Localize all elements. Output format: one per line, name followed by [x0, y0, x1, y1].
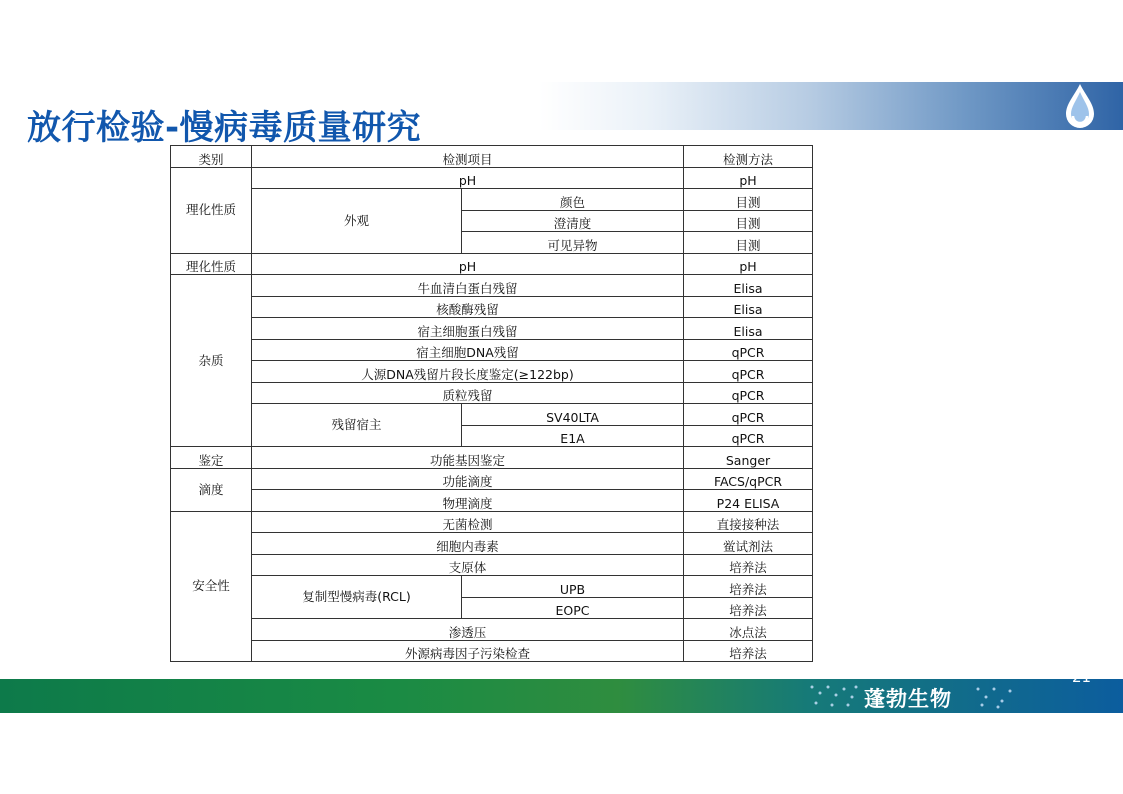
- item-cell: 澄清度: [462, 210, 684, 232]
- method-cell: 培养法: [684, 554, 813, 576]
- footer-gradient-band: [0, 679, 1123, 713]
- water-drop-icon: [1058, 80, 1102, 132]
- table-row: [171, 554, 813, 576]
- subgroup-cell: 残留宿主: [252, 404, 462, 447]
- method-cell: qPCR: [684, 361, 813, 383]
- table-row: [171, 275, 813, 297]
- table-row: [171, 339, 813, 361]
- method-cell: 培养法: [684, 597, 813, 619]
- item-cell: pH: [252, 167, 684, 189]
- table-row: [171, 189, 813, 211]
- method-cell: FACS/qPCR: [684, 468, 813, 490]
- item-cell: 宿主细胞蛋白残留: [252, 318, 684, 340]
- method-cell: P24 ELISA: [684, 490, 813, 512]
- table-header-row: [171, 146, 813, 168]
- item-cell: 质粒残留: [252, 382, 684, 404]
- category-cell: 理化性质: [171, 167, 252, 253]
- method-cell: 目测: [684, 210, 813, 232]
- item-cell: 无菌检测: [252, 511, 684, 533]
- subgroup-cell: 外观: [252, 189, 462, 254]
- item-cell: E1A: [462, 425, 684, 447]
- item-cell: 人源DNA残留片段长度鉴定(≥122bp): [252, 361, 684, 383]
- table-row: [171, 490, 813, 512]
- item-cell: UPB: [462, 576, 684, 598]
- category-cell: 鉴定: [171, 447, 252, 469]
- dot-pattern-decoration: [972, 681, 1016, 711]
- table-row: [171, 296, 813, 318]
- table-row: [171, 640, 813, 662]
- category-cell: 杂质: [171, 275, 252, 447]
- table-row: [171, 619, 813, 641]
- item-cell: 牛血清白蛋白残留: [252, 275, 684, 297]
- method-cell: Elisa: [684, 296, 813, 318]
- method-cell: pH: [684, 167, 813, 189]
- header-category: 类别: [171, 146, 252, 168]
- item-cell: 物理滴度: [252, 490, 684, 512]
- header-method: 检测方法: [684, 146, 813, 168]
- item-cell: 支原体: [252, 554, 684, 576]
- item-cell: 功能滴度: [252, 468, 684, 490]
- subgroup-cell: 复制型慢病毒(RCL): [252, 576, 462, 619]
- method-cell: qPCR: [684, 339, 813, 361]
- method-cell: qPCR: [684, 425, 813, 447]
- table-row: [171, 404, 813, 426]
- item-cell: 外源病毒因子污染检查: [252, 640, 684, 662]
- header-item: 检测项目: [252, 146, 684, 168]
- method-cell: 培养法: [684, 640, 813, 662]
- page-number: 21: [1072, 668, 1092, 686]
- table-row: [171, 447, 813, 469]
- category-cell: 滴度: [171, 468, 252, 511]
- item-cell: 颜色: [462, 189, 684, 211]
- method-cell: 直接接种法: [684, 511, 813, 533]
- category-cell: 安全性: [171, 511, 252, 662]
- item-cell: pH: [252, 253, 684, 275]
- quality-test-table: [170, 145, 813, 662]
- method-cell: pH: [684, 253, 813, 275]
- company-name: 蓬勃生物: [864, 687, 952, 711]
- method-cell: Elisa: [684, 318, 813, 340]
- table-row: [171, 382, 813, 404]
- method-cell: qPCR: [684, 404, 813, 426]
- table-row: [171, 511, 813, 533]
- table-row: [171, 253, 813, 275]
- item-cell: SV40LTA: [462, 404, 684, 426]
- table-row: [171, 576, 813, 598]
- method-cell: Elisa: [684, 275, 813, 297]
- method-cell: 目测: [684, 189, 813, 211]
- table-row: [171, 468, 813, 490]
- item-cell: 细胞内毒素: [252, 533, 684, 555]
- page-title: 放行检验-慢病毒质量研究: [27, 108, 422, 148]
- table-row: [171, 533, 813, 555]
- table-row: [171, 361, 813, 383]
- item-cell: 渗透压: [252, 619, 684, 641]
- method-cell: 冰点法: [684, 619, 813, 641]
- item-cell: 宿主细胞DNA残留: [252, 339, 684, 361]
- item-cell: 功能基因鉴定: [252, 447, 684, 469]
- item-cell: EOPC: [462, 597, 684, 619]
- table-row: [171, 318, 813, 340]
- method-cell: 鲎试剂法: [684, 533, 813, 555]
- method-cell: 目测: [684, 232, 813, 254]
- table-row: [171, 167, 813, 189]
- dot-pattern-decoration: [806, 681, 862, 711]
- method-cell: 培养法: [684, 576, 813, 598]
- method-cell: Sanger: [684, 447, 813, 469]
- item-cell: 可见异物: [462, 232, 684, 254]
- item-cell: 核酸酶残留: [252, 296, 684, 318]
- category-cell: 理化性质: [171, 253, 252, 275]
- method-cell: qPCR: [684, 382, 813, 404]
